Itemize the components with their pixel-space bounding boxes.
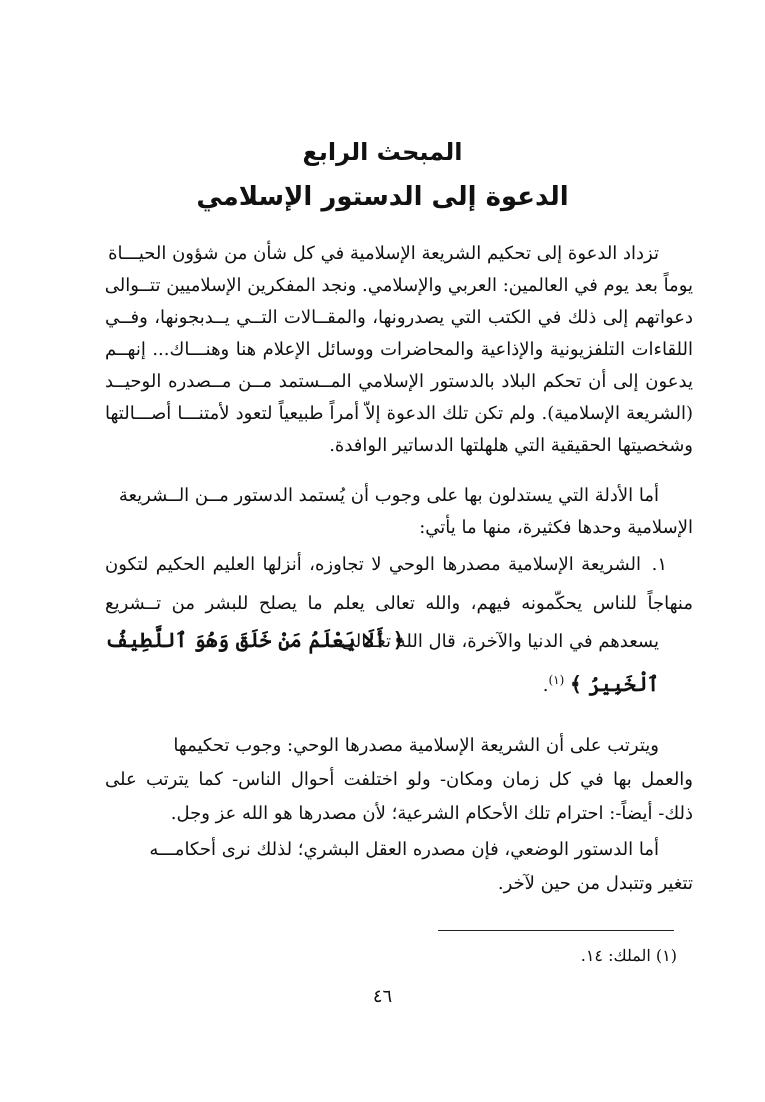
paragraph-line: اللقاءات التلفزيونية والإذاعية والمحاضرات ووسائل الإعلام هنا وهنـــاك... إنهــم [105, 339, 693, 360]
paragraph-line: (الشريعة الإسلامية). ولم تكن تلك الدعوة إلاّ أمراً طبيعياً لتعود لأمتنـــا أصـــالتها [105, 403, 694, 424]
paragraph-line: تتغير وتتبدل من حين لآخر. [497, 873, 693, 894]
paragraph-line: دعواتهم إلى ذلك في الكتب التي يصدرونها، والمقــالات التــي يــدبجونها، وفــي [105, 307, 693, 328]
quran-verse-end-line [543, 668, 659, 698]
footnote: (١) الملك: ١٤. [580, 946, 677, 965]
paragraph-line: ذلك- أيضاً-: احترام تلك الأحكام الشرعية؛ لأن مصدرها هو الله عز وجل. [170, 803, 693, 824]
paragraph-line: والعمل بها في كل زمان ومكان- ولو اختلفت أحوال الناس- كما يترتب على [105, 769, 693, 790]
paragraph-line: ويترتب على أن الشريعة الإسلامية مصدرها الوحي: وجوب تحكيمها [173, 735, 659, 756]
section-title: المبحث الرابع [302, 138, 463, 166]
list-item-number: ١. [651, 554, 667, 575]
paragraph-line: أما الدستور الوضعي، فإن مصدره العقل البشري؛ لذلك نرى أحكامـــه [149, 839, 659, 860]
list-item-line: منهاجاً للناس يحكّمونه فيهم، والله تعالى يعلم ما يصلح للبشر من تــشريع [105, 593, 693, 614]
paragraph-line: الإسلامية وحدها فكثيرة، منها ما يأتي: [419, 517, 693, 538]
list-item-line: يسعدهم في الدنيا والآخرة، قال الله تعــالى: [334, 631, 659, 652]
end-punctuation: . [542, 675, 549, 696]
paragraph-line: تزداد الدعوة إلى تحكيم الشريعة الإسلامية في كل شأن من شؤون الحيـــاة [108, 243, 659, 264]
paragraph-line: وشخصيتها الحقيقية التي هلهلتها الدساتير الوافدة. [329, 435, 693, 456]
list-item-line: الشريعة الإسلامية مصدرها الوحي لا تجاوزه، أنزلها العليم الحكيم لتكون [105, 554, 641, 575]
paragraph-line: يدعون إلى أن تحكم البلاد بالدستور الإسلامي المــستمد مــن مــصدره الوحيــد [105, 371, 693, 392]
section-subtitle: الدعوة إلى الدستور الإسلامي [196, 182, 569, 212]
paragraph-line: أما الأدلة التي يستدلون بها على وجوب أن يُستمد الدستور مــن الــشريعة [118, 485, 659, 506]
quran-verse: ﴿ أَلَا يَعْلَمُ مَنْ خَلَقَ وَهُوَ ٱللَّطِيفُ [105, 628, 405, 652]
footnote-ref: (١) [548, 673, 565, 687]
quran-verse: ٱلْخَبِيرُ ﴾ [570, 672, 659, 696]
footnote-separator [438, 930, 674, 931]
page-number: ٤٦ [372, 986, 393, 1007]
paragraph-line: يوماً بعد يوم في العالمين: العربي والإسلامي. ونجد المفكرين الإسلاميين تتــوالى [104, 275, 693, 296]
